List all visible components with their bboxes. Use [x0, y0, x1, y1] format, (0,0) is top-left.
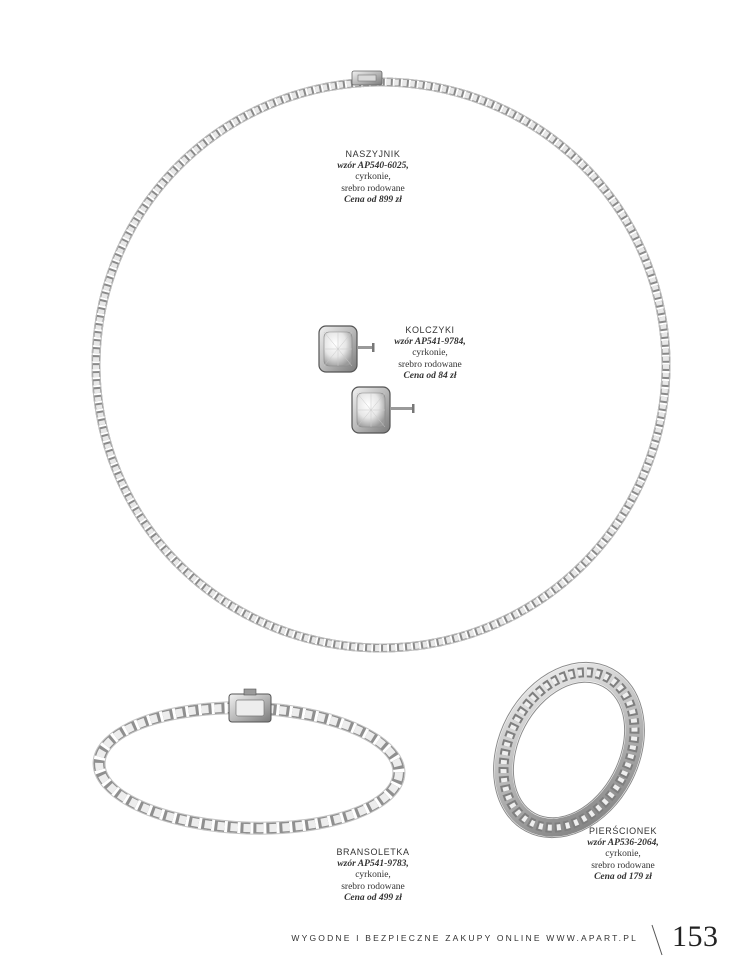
ring-material-2: srebro rodowane — [591, 860, 655, 871]
bracelet-caption — [323, 847, 423, 905]
footer-divider — [652, 925, 662, 955]
necklace-name: NASZYJNIK — [345, 149, 401, 159]
bracelet-name: BRANSOLETKA — [336, 847, 410, 857]
ring-material-1: cyrkonie, — [605, 849, 641, 859]
footer-tagline: WYGODNE I BEZPIECZNE ZAKUPY ONLINE WWW.APART.PL — [291, 933, 638, 943]
earrings-caption — [380, 325, 480, 383]
bracelet-image — [91, 689, 407, 839]
earrings-name: KOLCZYKI — [405, 325, 455, 335]
necklace-caption — [323, 149, 423, 207]
ring-price: Cena od 179 zł — [594, 872, 652, 882]
earring-top — [319, 326, 375, 372]
earrings-model: wzór AP541-9784, — [394, 336, 466, 347]
bracelet-model: wzór AP541-9783, — [337, 858, 409, 869]
ring-caption — [573, 826, 673, 884]
bracelet-material-2: srebro rodowane — [341, 881, 405, 892]
necklace-material-2: srebro rodowane — [341, 183, 405, 194]
earrings-material-2: srebro rodowane — [398, 359, 462, 370]
ring-name: PIERŚCIONEK — [588, 826, 658, 836]
page-number: 153 — [672, 920, 719, 953]
necklace-model: wzór AP540-6025, — [337, 160, 409, 171]
earring-bottom — [352, 387, 415, 433]
bracelet-price: Cena od 499 zł — [344, 893, 402, 903]
necklace-price: Cena od 899 zł — [344, 195, 402, 205]
necklace-material-1: cyrkonie, — [355, 172, 391, 182]
earrings-material-1: cyrkonie, — [412, 348, 448, 358]
bracelet-material-1: cyrkonie, — [355, 870, 391, 880]
ring-model: wzór AP536-2064, — [587, 837, 659, 848]
earrings-price: Cena od 84 zł — [403, 371, 457, 381]
